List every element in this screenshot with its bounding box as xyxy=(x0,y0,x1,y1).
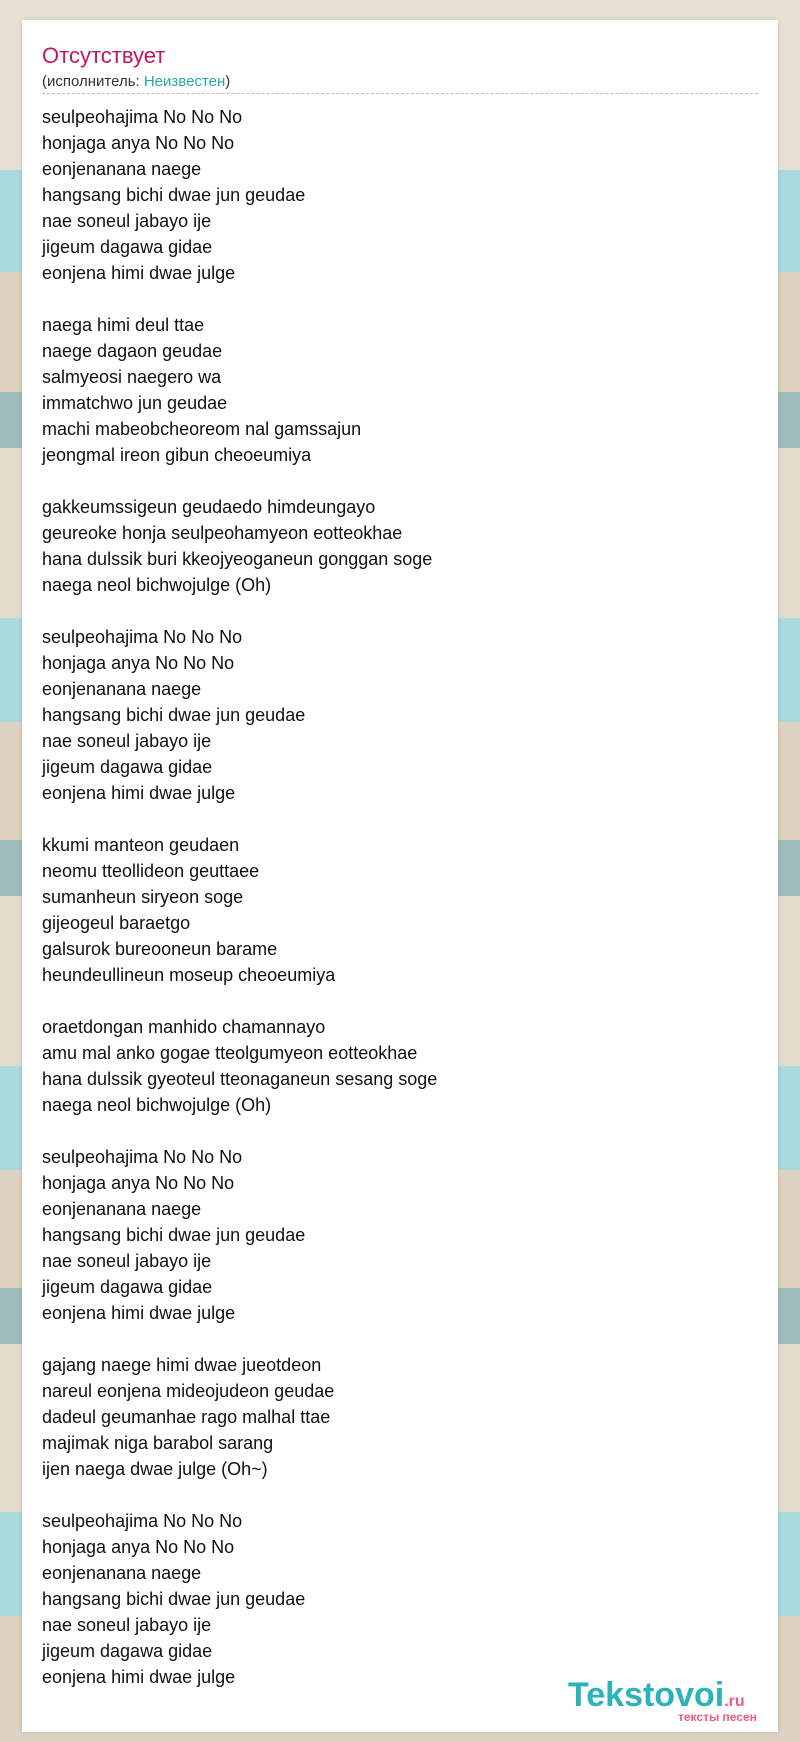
performer-line xyxy=(42,73,230,91)
lyric-line: hana dulssik gyeoteul tteonaganeun sesang soge xyxy=(42,1069,438,1089)
lyric-line: hangsang bichi dwae jun geudae xyxy=(42,705,306,725)
lyric-line: galsurok bureooneun barame xyxy=(42,939,278,959)
lyric-line: nae soneul jabayo ije xyxy=(42,211,212,231)
site-logo[interactable] xyxy=(568,1676,758,1726)
lyric-line: eonjenanana naege xyxy=(42,679,202,699)
lyric-line: naege dagaon geudae xyxy=(42,341,223,361)
lyric-line: majimak niga barabol sarang xyxy=(42,1433,274,1453)
lyric-line: nae soneul jabayo ije xyxy=(42,731,212,751)
lyric-line: seulpeohajima No No No xyxy=(42,1511,243,1531)
lyric-line: seulpeohajima No No No xyxy=(42,1147,243,1167)
lyric-line: dadeul geumanhae rago malhal ttae xyxy=(42,1407,331,1427)
logo-suffix-text: .ru xyxy=(724,1693,745,1710)
stanza-break xyxy=(42,1482,437,1508)
lyric-line: seulpeohajima No No No xyxy=(42,107,243,127)
performer-link[interactable]: Неизвестен xyxy=(143,73,226,90)
lyric-line: geureoke honja seulpeohamyeon eotteokhae xyxy=(42,523,403,543)
lyric-line: jigeum dagawa gidae xyxy=(42,1641,213,1661)
lyric-line: nae soneul jabayo ije xyxy=(42,1615,212,1635)
lyric-line: amu mal anko gogae tteolgumyeon eotteokhae xyxy=(42,1043,418,1063)
logo-main-text: Tekstovoi xyxy=(568,1676,725,1714)
performer-prefix: (исполнитель: xyxy=(42,73,144,90)
lyric-line: hangsang bichi dwae jun geudae xyxy=(42,185,306,205)
lyric-line: honjaga anya No No No xyxy=(42,133,235,153)
lyric-line: eonjenanana naege xyxy=(42,159,202,179)
lyric-line: eonjena himi dwae julge xyxy=(42,783,236,803)
lyric-line: naega neol bichwojulge (Oh) xyxy=(42,575,272,595)
lyric-line: salmyeosi naegero wa xyxy=(42,367,222,387)
title-divider xyxy=(42,93,758,94)
performer-suffix: ) xyxy=(225,73,231,90)
lyric-line: kkumi manteon geudaen xyxy=(42,835,240,855)
lyric-line: nareul eonjena mideojudeon geudae xyxy=(42,1381,335,1401)
stanza-break xyxy=(42,988,437,1014)
stanza-break xyxy=(42,1118,437,1144)
lyric-line: naega neol bichwojulge (Oh) xyxy=(42,1095,272,1115)
lyric-line: eonjenanana naege xyxy=(42,1199,202,1219)
lyric-line: gakkeumssigeun geudaedo himdeungayo xyxy=(42,497,376,517)
stanza-break xyxy=(42,806,437,832)
lyric-line: eonjena himi dwae julge xyxy=(42,1303,236,1323)
stanza-break xyxy=(42,1326,437,1352)
lyric-line: eonjena himi dwae julge xyxy=(42,263,236,283)
lyric-line: jigeum dagawa gidae xyxy=(42,237,213,257)
stanza-break xyxy=(42,468,437,494)
lyric-line: jeongmal ireon gibun cheoeumiya xyxy=(42,445,312,465)
lyric-line: gajang naege himi dwae jueotdeon xyxy=(42,1355,322,1375)
lyric-line: honjaga anya No No No xyxy=(42,1173,235,1193)
lyric-line: seulpeohajima No No No xyxy=(42,627,243,647)
lyric-line: eonjenanana naege xyxy=(42,1563,202,1583)
logo-tagline: тексты песен xyxy=(678,1710,757,1724)
lyric-line: hangsang bichi dwae jun geudae xyxy=(42,1589,306,1609)
lyric-line: jigeum dagawa gidae xyxy=(42,1277,213,1297)
lyric-line: oraetdongan manhido chamannayo xyxy=(42,1017,326,1037)
lyric-line: jigeum dagawa gidae xyxy=(42,757,213,777)
lyric-line: neomu tteollideon geuttaee xyxy=(42,861,260,881)
lyric-line: machi mabeobcheoreom nal gamssajun xyxy=(42,419,362,439)
lyric-line: sumanheun siryeon soge xyxy=(42,887,244,907)
lyric-line: nae soneul jabayo ije xyxy=(42,1251,212,1271)
lyric-line: hana dulssik buri kkeojyeoganeun gonggan soge xyxy=(42,549,433,569)
lyric-line: naega himi deul ttae xyxy=(42,315,205,335)
lyric-line: heundeullineun moseup cheoeumiya xyxy=(42,965,336,985)
lyrics-text xyxy=(42,104,437,1690)
lyric-line: eonjena himi dwae julge xyxy=(42,1667,236,1687)
lyric-line: gijeogeul baraetgo xyxy=(42,913,191,933)
lyric-line: ijen naega dwae julge (Oh~) xyxy=(42,1459,268,1479)
stanza-break xyxy=(42,286,437,312)
stanza-break xyxy=(42,598,437,624)
lyric-line: hangsang bichi dwae jun geudae xyxy=(42,1225,306,1245)
lyrics-card xyxy=(22,20,778,1732)
lyric-line: immatchwo jun geudae xyxy=(42,393,228,413)
song-title: Отсутствует xyxy=(42,43,166,68)
lyric-line: honjaga anya No No No xyxy=(42,1537,235,1557)
lyric-line: honjaga anya No No No xyxy=(42,653,235,673)
